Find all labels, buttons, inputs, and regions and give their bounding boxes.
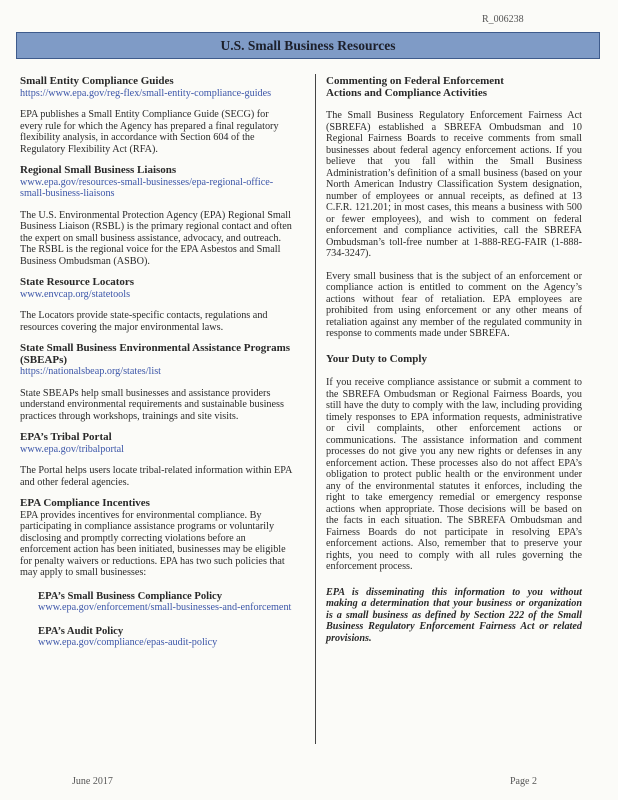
duty-heading: Your Duty to Comply bbox=[326, 352, 427, 365]
section-body: The Portal helps users locate tribal-related information within EPA and other federal agencies. bbox=[20, 465, 292, 488]
section-sbeaps bbox=[20, 343, 292, 422]
footer-page-number: Page 2 bbox=[510, 776, 537, 787]
locators-link[interactable]: www.envcap.org/statetools bbox=[20, 288, 131, 300]
section-incentives bbox=[20, 498, 292, 649]
section-body: State SBEAPs help small businesses and assistance providers understand environmental requirements and sustainable business practices through workshops, trainings and site visits. bbox=[20, 387, 284, 422]
policy-audit bbox=[38, 626, 292, 649]
section-body: The Locators provide state-specific contacts, regulations and resources covering the major environmental laws. bbox=[20, 310, 268, 333]
section-heading: Regional Small Business Liaisons bbox=[20, 164, 177, 176]
audit-policy-link[interactable]: www.epa.gov/compliance/epas-audit-policy bbox=[38, 637, 218, 648]
commenting-heading-line2: Actions and Compliance Activities bbox=[326, 86, 488, 99]
liaisons-link[interactable]: www.epa.gov/resources-small-businesses/epa-regional-office-small-business-liaisons bbox=[20, 176, 274, 199]
policy-heading: EPA’s Small Business Compliance Policy bbox=[38, 590, 223, 602]
section-heading: State Resource Locators bbox=[20, 276, 135, 288]
duty-paragraph: If you receive compliance assistance or submit a comment to the SBREFA Ombudsman or Regional Fairness Boards, you still have the duty to comply with the law, including providing timely responses to EPA information requests, administrative or civil complaints, other enforcement actions or communications. The assistance information and comment processes do not give you any new rights or defenses in any enforcement action. These processes also do not affect EPA’s obligation to protect public health or the environment under any of the environmental statutes it enforces, including the right to take emergency remedial or emergency response actions when appropriate. Those decisions will be based on the facts in each situation. The SBREFA Ombudsman and Fairness Boards do not participate in resolving EPA’s enforcement actions. Also, remember that to preserve your rights, you need to comply with all rules governing the enforcement process. bbox=[326, 377, 582, 572]
section-body: EPA publishes a Small Entity Compliance Guide (SECG) for every rule for which the Agency has prepared a final regulatory flexibility analysis, in accordance with Section 604 of the Regulatory Flexibility Act (RFA). bbox=[20, 109, 279, 155]
section-liaisons bbox=[20, 165, 292, 267]
section-heading: State Small Business Environmental Assistance Programs (SBEAPs) bbox=[20, 342, 291, 366]
section-compliance-guides bbox=[20, 76, 292, 155]
section-heading: EPA’s Tribal Portal bbox=[20, 431, 112, 443]
policy-small-business bbox=[38, 591, 292, 614]
document-id: R_006238 bbox=[482, 14, 524, 25]
section-body: EPA provides incentives for environmental compliance. By participating in compliance assistance programs or voluntarily disclosing and promptly correcting violations before an enforcement action has been initiated, businesses may be eligible for penalty waivers or reductions. EPA has two such policies that may apply to small businesses: bbox=[20, 509, 286, 578]
commenting-heading-line1: Commenting on Federal Enforcement bbox=[326, 75, 504, 87]
section-heading: EPA Compliance Incentives bbox=[20, 497, 150, 509]
retaliation-paragraph: Every small business that is the subject of an enforcement or compliance action is entitled to comment on the Agency’s actions without fear of retaliation. EPA employees are prohibited from using enforcement or any other means of retaliation against any member of the regulated community in response to comments made under SBREFA. bbox=[326, 270, 582, 339]
disclaimer: EPA is disseminating this information to you without making a determination that your business or organization is a small business as defined by Section 222 of the Small Business Regulatory Enforcement Fairness Act or related provisions. bbox=[326, 586, 582, 644]
compliance-guides-link[interactable]: https://www.epa.gov/reg-flex/small-entity-compliance-guides bbox=[20, 87, 272, 99]
section-tribal bbox=[20, 432, 292, 488]
footer-date: June 2017 bbox=[72, 776, 113, 787]
page-banner-title: U.S. Small Business Resources bbox=[16, 32, 600, 59]
tribal-link[interactable]: www.epa.gov/tribalportal bbox=[20, 443, 125, 455]
section-heading: Small Entity Compliance Guides bbox=[20, 75, 174, 87]
sbeaps-link[interactable]: https://nationalsbeap.org/states/list bbox=[20, 366, 162, 377]
sbrefa-paragraph: The Small Business Regulatory Enforcement Fairness Act (SBREFA) established a SBREFA Ombudsman and 10 Regional Fairness Boards to receive comments from small businesses about federal agency enforcement actions. If you believe that you fall within the Small Business Administration’s definition of a small business (based on your North American Industry Classification System designation, number of employees or annual receipts, as defined at 13 C.F.R. 121.201; in most cases, this means a business with 500 or fewer employees), and wish to comment on federal enforcement and compliance activities, call the SBREFA Ombudsman’s toll-free number at 1-888-REG-FAIR (1-888-734-3247). bbox=[326, 110, 582, 259]
section-body: The U.S. Environmental Protection Agency (EPA) Regional Small Business Liaison (RSBL) is the primary regional contact and often the expert on small business assistance, advocacy, and outreach. The RSBL is the regional voice for the EPA Asbestos and Small Business Ombudsman (ASBO). bbox=[20, 209, 292, 267]
small-business-policy-link[interactable]: www.epa.gov/enforcement/small-businesses-and-enforcement bbox=[38, 602, 292, 613]
right-column bbox=[326, 76, 582, 644]
policy-heading: EPA’s Audit Policy bbox=[38, 625, 124, 637]
section-locators bbox=[20, 277, 292, 333]
column-divider bbox=[315, 74, 316, 744]
left-column bbox=[20, 76, 292, 659]
